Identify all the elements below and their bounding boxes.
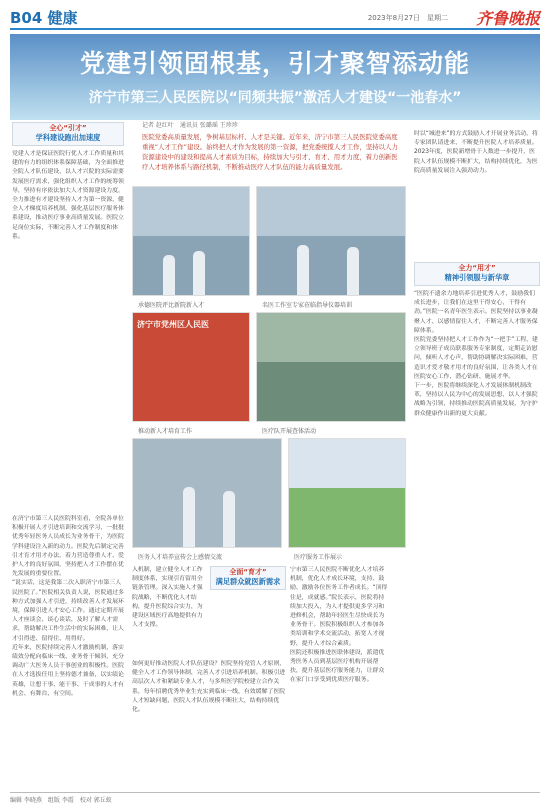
subhead-b: [414, 262, 540, 286]
column-4: 宁市第三人民医院不断优化人才培养机制，优化人才成长环境，支持、鼓励、激励各位医务工作者成长。“顶得住是，成就感。”院长表示，医院将持续加大投入，为人才提供更多学习和进修机会，帮助年轻医生尽快成长为业务骨干。医院积极组织人才参加各类培训和学术交流活动，拓宽人才视野，提升人才综合素质。 医院还积极推进医联体建设，派遣优秀医务人员到基层医疗机构开展帮扶，提升基层医疗服务能力，让群众在家门口享受到优质医疗服务。: [290, 567, 388, 684]
subhead-c-kicker: 全面“育才”: [229, 568, 267, 576]
photo-6: [288, 438, 406, 548]
photo-4: [256, 312, 406, 422]
caption-4: 医疗队开展查体活动: [262, 428, 317, 435]
column-1b: 在济宁市第三人民医院科室看，全院各单位积极开展人才引进培训和交流学习，一批批优秀年轻医务人员成长为业务骨干，为医院学科建设注入新的动力。医院先后制定完善引才育才用才办法，着力营造尊重人才、爱护人才的良好氛围，坚持把人才工作摆在优先发展的重要位置。 “说实话，这是我第二次入职济宁市第三人民医院了。”医院相关负责人说，医院通过多种方式加强人才引进，持续改善人才发展环境，保障引进人才安心工作。通过定期开展人才座谈会、谈心谈话，及时了解人才需求，帮助解决工作生活中的实际困难，让人才引得进、留得住、用得好。 近年来，医院持续完善人才激励机制，落实绩效分配向临床一线、业务骨干倾斜，充分调动广大医务人员干事创业的积极性。医院在人才选拔任用上坚持德才兼备，以实绩论英雄，让想干事、能干事、干成事的人才有机会、有舞台、有空间。: [12, 516, 125, 697]
headline-banner: [10, 34, 540, 120]
subhead-b-kicker: 全力“用才”: [458, 264, 496, 272]
masthead-logo: 齐鲁晚报: [475, 9, 540, 28]
main-headline: 党建引领固根基，引才聚智添动能: [79, 49, 470, 78]
column-6: 时以“城进来”的方式鼓励人才开展业务活动，将专家团队请进来，不断提升医院人才培养质量。2023年度，医院新增骨干人数进一步提升，医院人才队伍规模不断扩大，结构持续优化，为医院高质量发展注入强劲动力。: [414, 131, 538, 174]
photo-2: [256, 186, 406, 296]
byline: 记者 赵红叶 通讯员 张璐瑶 王珍珍: [142, 122, 238, 129]
caption-5: 医务人才培养宣传会上感情交流: [138, 554, 223, 561]
subhead-c-title: 满足群众就医新需求: [215, 577, 281, 586]
caption-6: 医疗服务工作展示: [294, 554, 343, 561]
page-header: [10, 6, 540, 30]
caption-2: 名医工作室专家莅临指导仪器培训: [262, 302, 353, 309]
caption-3: 推动新人才培育工作: [138, 428, 193, 435]
section-label: B04 健康: [10, 9, 78, 27]
page-footer: 编辑 李晓燕 组版 李霞 校对 郭丘蚁: [10, 792, 540, 804]
subhead-a-kicker: 全心“引才”: [49, 124, 87, 132]
column-2: 入机制，建立健全人才工作制度体系，实现引育留用全链条管理。深入实施人才强院战略，不断优化人才结构，提升医院综合实力，为建设区域医疗高地提供有力人才支撑。: [132, 567, 203, 629]
column-1: 党建人才是保证医院行优人才工作质量和其建的有力的组织体系保障基础，为全面推进全院人才队伍建设、以人才兴院的实际需要发展医疗需求，强化组织人才工作的统筹领导，坚持有序依法加大人才资源建设力度，全力推进有才建设坚持人才为第一资源，健全人才梯度培养机制，强化基层医疗服务体系建设，推动医疗事业高质量发展。医院立足岗位实际，不断完善人才工作制度和体系。: [12, 151, 124, 240]
lead-paragraph: 医院党委高质量发展，争树基层标杆、人才是关键。近年来，济宁市第三人民医院党委高度重视“人才工作”建设。始终把人才作为发展的第一资源，把党委统揽人才工作，坚持以人力资源建设中的建设和提高人才素质为目标，持续加大与引才、育才、用才力度，着力创新医疗人才培养体系与路径机制，不断推动医疗人才队伍的能力高质量发展。: [142, 133, 398, 171]
issue-date: 2023年8月27日 星期二: [367, 14, 448, 22]
subhead-a: [12, 122, 124, 146]
photo-1: [132, 186, 250, 296]
subhead-b-title: 精神引领服与新华章: [444, 273, 510, 282]
banner-text: 济宁市党州区人民医: [137, 320, 209, 329]
sub-headline: 济宁市第三人民医院以“同频共振”激活人才建设“一池春水”: [88, 90, 462, 106]
column-6b: “医院不遗余力地培养引进优秀人才，鼓励我们成长进步，让我们在这里干得安心，干得有劲。”医院一名青年医生表示。医院坚持以事业凝聚人才、以感情留住人才，不断完善人才服务保障体系。 医院党委坚持把人才工作作为“一把手”工程，建立领导班子成员联系服务专家制度，定期走访慰问，倾听人才心声，帮助协调解决实际困难，营造识才爱才敬才用才的良好氛围，让各类人才在医院安心工作、潜心钻研、施展才华。 下一步，医院将继续深化人才发展体制机制改革，坚持以人民为中心的发展思想，以人才强院战略为引领，持续推动医院高质量发展，为守护群众健康作出新的更大贡献。: [414, 291, 538, 417]
caption-1: 承德医院评比新院新入才: [138, 302, 205, 309]
subhead-c: [210, 566, 286, 590]
photo-5: [132, 438, 282, 548]
photo-3: [132, 312, 250, 422]
subhead-a-title: 学科建设跑出加速度: [35, 133, 101, 142]
column-3: 如何更好推动医院人才队伍建设？医院坚持党管人才原则，健全人才工作领导体制，完善人才引进培养机制。积极引进高层次人才和紧缺专业人才，与多所医学院校建立合作关系，每年招聘优秀毕业生充实到临床一线，有效缓解了医院人才短缺问题，医院人才队伍规模不断壮大，结构持续优化。: [132, 661, 286, 714]
